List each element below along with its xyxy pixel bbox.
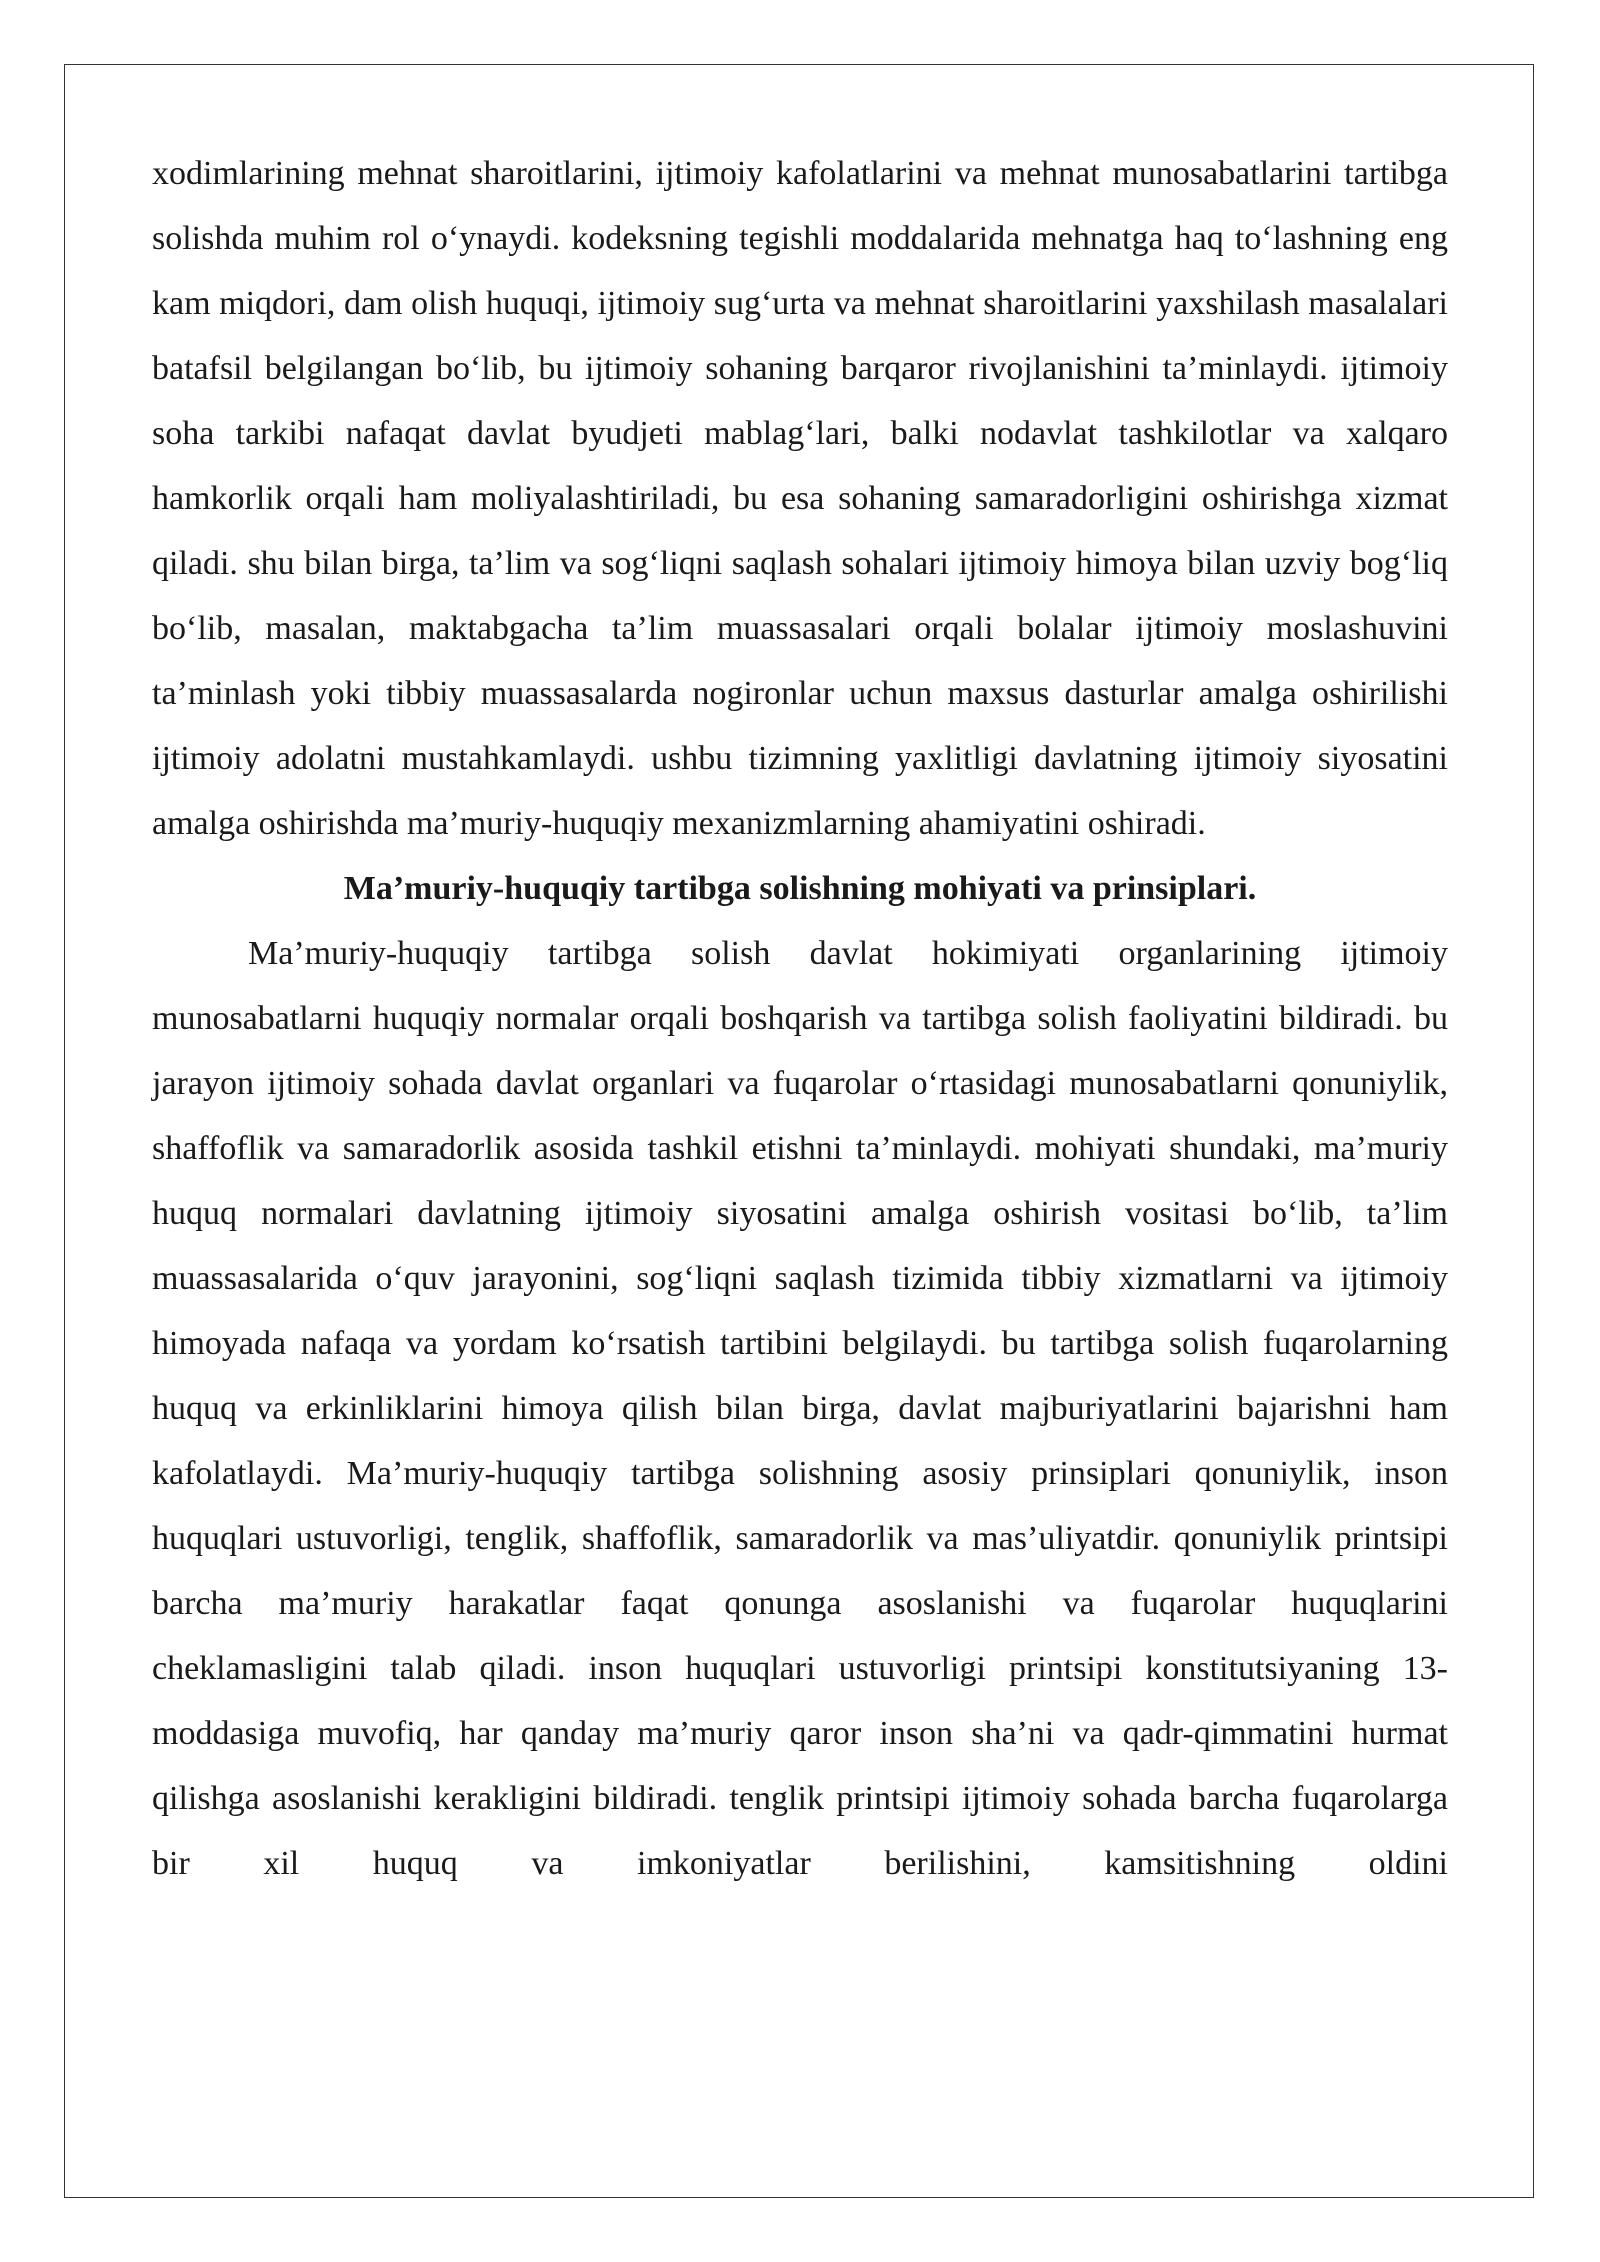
section-heading: Ma’muriy-huquqiy tartibga solishning mohiyati va prinsiplari.: [343, 870, 1257, 907]
body-paragraph-2: Ma’muriy-huquqiy tartibga solish davlat hokimiyati organlarining ijtimoiy munosabatlarni huquqiy normalar orqali boshqarish va tartibga solish faoliyatini bildiradi. bu jarayon ijtimoiy sohada davlat organlari va fuqarolar o‘rtasidagi munosabatlarni qonuniylik, shaffoflik va samaradorlik asosida tashkil etishni ta’minlaydi. mohiyati shundaki, ma’muriy huquq normalari davlatning ijtimoiy siyosatini amalga oshirish vositasi bo‘lib, ta’lim muassasalarida o‘quv jarayonini, sog‘liqni saqlash tizimida tibbiy xizmatlarni va ijtimoiy himoyada nafaqa va yordam ko‘rsatish tartibini belgilaydi. bu tartibga solish fuqarolarning huquq va erkinliklarini himoya qilish bilan birga, davlat majburiyatlarini bajarishni ham kafolatlaydi. Ma’muriy-huquqiy tartibga solishning asosiy prinsiplari qonuniylik, inson huquqlari ustuvorligi, tenglik, shaffoflik, samaradorlik va mas’uliyatdir. qonuniylik printsipi barcha ma’muriy harakatlar faqat qonunga asoslanishi va fuqarolar huquqlarini cheklamasligini talab qiladi. inson huquqlari ustuvorligi printsipi konstitutsiyaning 13-moddasiga muvofiq, har qanday ma’muriy qaror inson sha’ni va qadr-qimmatini hurmat qilishga asoslanishi kerakligini bildiradi. tenglik printsipi ijtimoiy sohada barcha fuqarolarga bir xil huquq va imkoniyatlar berilishini, kamsitishning oldini: [152, 935, 1448, 1882]
document-body: [152, 141, 1448, 1896]
body-paragraph-1: xodimlarining mehnat sharoitlarini, ijtimoiy kafolatlarini va mehnat munosabatlarini tartibga solishda muhim rol o‘ynaydi. kodeksning tegishli moddalarida mehnatga haq to‘lashning eng kam miqdori, dam olish huquqi, ijtimoiy sug‘urta va mehnat sharoitlarini yaxshilash masalalari batafsil belgilangan bo‘lib, bu ijtimoiy sohaning barqaror rivojlanishini ta’minlaydi. ijtimoiy soha tarkibi nafaqat davlat byudjeti mablag‘lari, balki nodavlat tashkilotlar va xalqaro hamkorlik orqali ham moliyalashtiriladi, bu esa sohaning samaradorligini oshirishga xizmat qiladi. shu bilan birga, ta’lim va sog‘liqni saqlash sohalari ijtimoiy himoya bilan uzviy bog‘liq bo‘lib, masalan, maktabgacha ta’lim muassasalari orqali bolalar ijtimoiy moslashuvini ta’minlash yoki tibbiy muassasalarda nogironlar uchun maxsus dasturlar amalga oshirilishi ijtimoiy adolatni mustahkamlaydi. ushbu tizimning yaxlitligi davlatning ijtimoiy siyosatini amalga oshirishda ma’muriy-huquqiy mexanizmlarning ahamiyatini oshiradi.: [152, 155, 1448, 842]
